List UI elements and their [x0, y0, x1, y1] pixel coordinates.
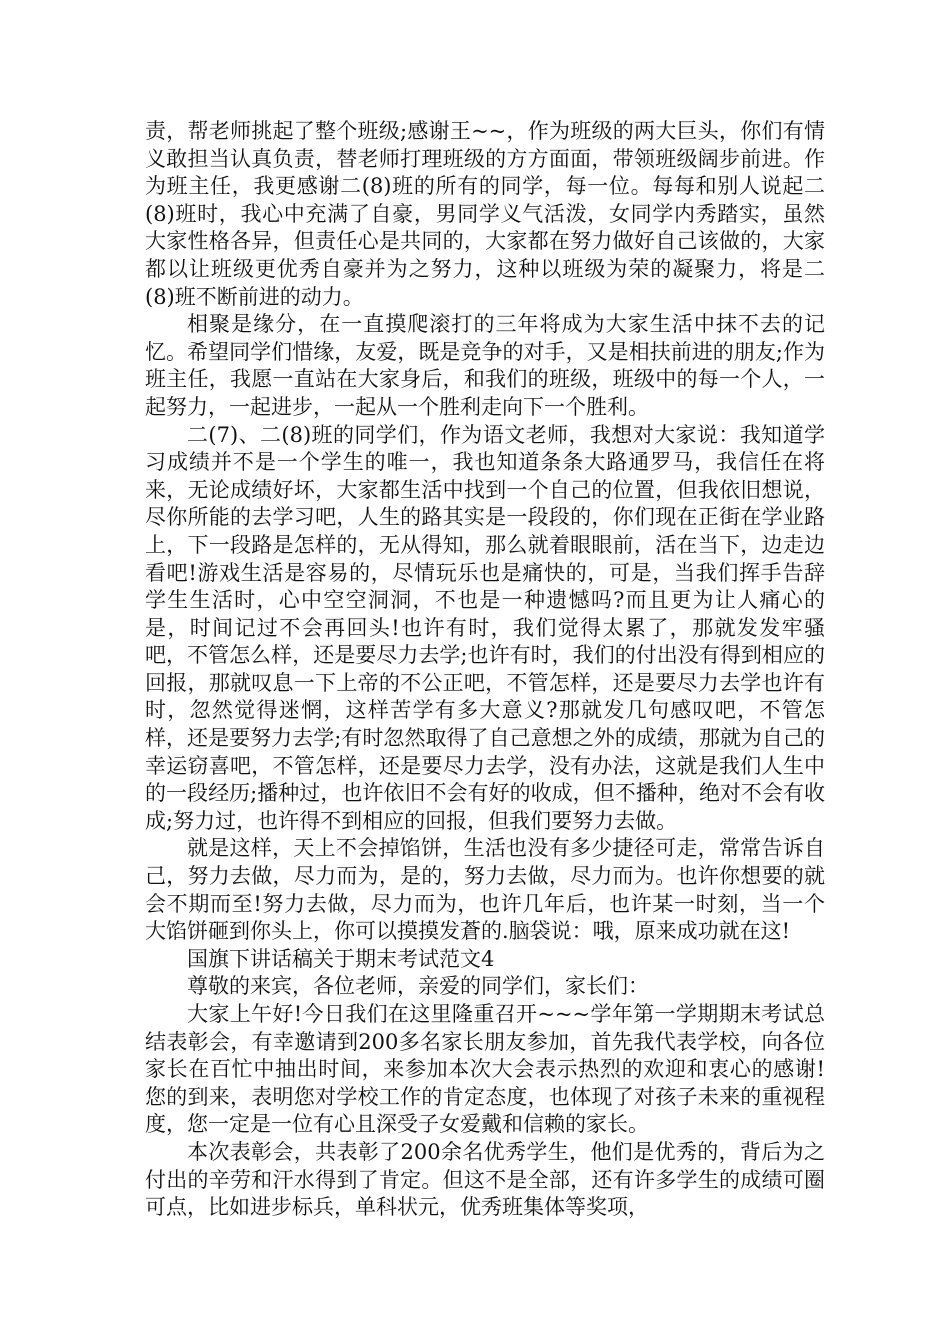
- paragraph-welcome: 大家上午好!今日我们在这里隆重召开~~~学年第一学期期末考试总结表彰会，有幸邀请到200多名家长朋友参加，首先我代表学校，向各位家长在百忙中抽出时间，来参加本次大会表示热烈的欢迎和衷心的感谢!您的到来，表明您对学校工作的肯定态度，也体现了对孩子未来的重视程度，您一定是一位有心且深受子女爱戴和信赖的家长。: [145, 1002, 825, 1137]
- paragraph-chinese-teacher: 二(7)、二(8)班的同学们，作为语文老师，我想对大家说：我知道学习成绩并不是一个学生的唯一，我也知道条条大路通罗马，我信任在将来，无论成绩好坏，大家都生活中找到一个自己的位置，但我依旧想说，尽你所能的去学习吧，人生的路其实是一段段的，你们现在正街在学业路上，下一段路是怎样的，无从得知，那么就着眼眼前，活在当下，边走边看吧!游戏生活是容易的，尽情玩乐也是痛快的，可是，当我们挥手告辞学生生活时，心中空空洞洞，不也是一种遗憾吗?而且更为让人痛心的是，时间记过不会再回头!也许有时，我们觉得太累了，那就发发牢骚吧，不管怎么样，还是要尽力去学;也许有时，我们的付出没有得到相应的回报，那就叹息一下上帝的不公正吧，不管怎样，还是要尽力去学也许有时，忽然觉得迷惘，这样苦学有多大意义?那就发几句感叹吧，不管怎样，还是要努力去学;有时忽然取得了自己意想之外的成绩，那就为自己的幸运窃喜吧，不管怎样，还是要尽力去学，没有办法，这就是我们人生中的一段经历;播种过，也许依旧不会有好的收成，但不播种，绝对不会有收成;努力过，也许得不到相应的回报，但我们要努力去做。: [145, 422, 825, 833]
- section-heading: 国旗下讲话稿关于期末考试范文4: [187, 946, 495, 971]
- document-page: [145, 118, 825, 1222]
- paragraph-fate: 相聚是缘分，在一直摸爬滚打的三年将成为大家生活中抹不去的记忆。希望同学们惜缘，友爱，既是竞争的对手，又是相扶前进的朋友;作为班主任，我愿一直站在大家身后，和我们的班级，班级中的每一个人，一起努力，一起进步，一起从一个胜利走向下一个胜利。: [145, 312, 825, 419]
- paragraph-no-free-lunch: 就是这样，天上不会掉馅饼，生活也没有多少捷径可走，常常告诉自己，努力去做，尽力而为，是的，努力去做，尽力而为。也许你想要的就会不期而至!努力去做，尽力而为，也许几年后，也许某一时刻，当一个大馅饼砸到你头上，你可以摸摸发蒼的.脑袋说：哦，原来成功就在这!: [145, 836, 825, 944]
- salutation: 尊敬的来宾，各位老师，亲爱的同学们，家长们：: [187, 974, 649, 999]
- paragraph-awards: 本次表彰会，共表彰了200余名优秀学生，他们是优秀的，背后为之付出的辛劳和汗水得到了肯定。但这不是全部，还有许多学生的成绩可圈可点，比如进步标兵，单科状元，优秀班集体等奖项，: [145, 1139, 825, 1220]
- paragraph-class-thanks: 责，帮老师挑起了整个班级;感谢王~~，作为班级的两大巨头，你们有情义敢担当认真负责，替老师打理班级的方方面面，带领班级阔步前进。作为班主任，我更感谢二(8)班的所有的同学，每一位。每每和别人说起二(8)班时，我心中充满了自豪，男同学义气活泼，女同学内秀踏实，虽然大家性格各异，但责任心是共同的，大家都在努力做好自己该做的，大家都以让班级更优秀自豪并为之努力，这种以班级为荣的凝聚力，将是二(8)班不断前进的动力。: [145, 119, 825, 309]
